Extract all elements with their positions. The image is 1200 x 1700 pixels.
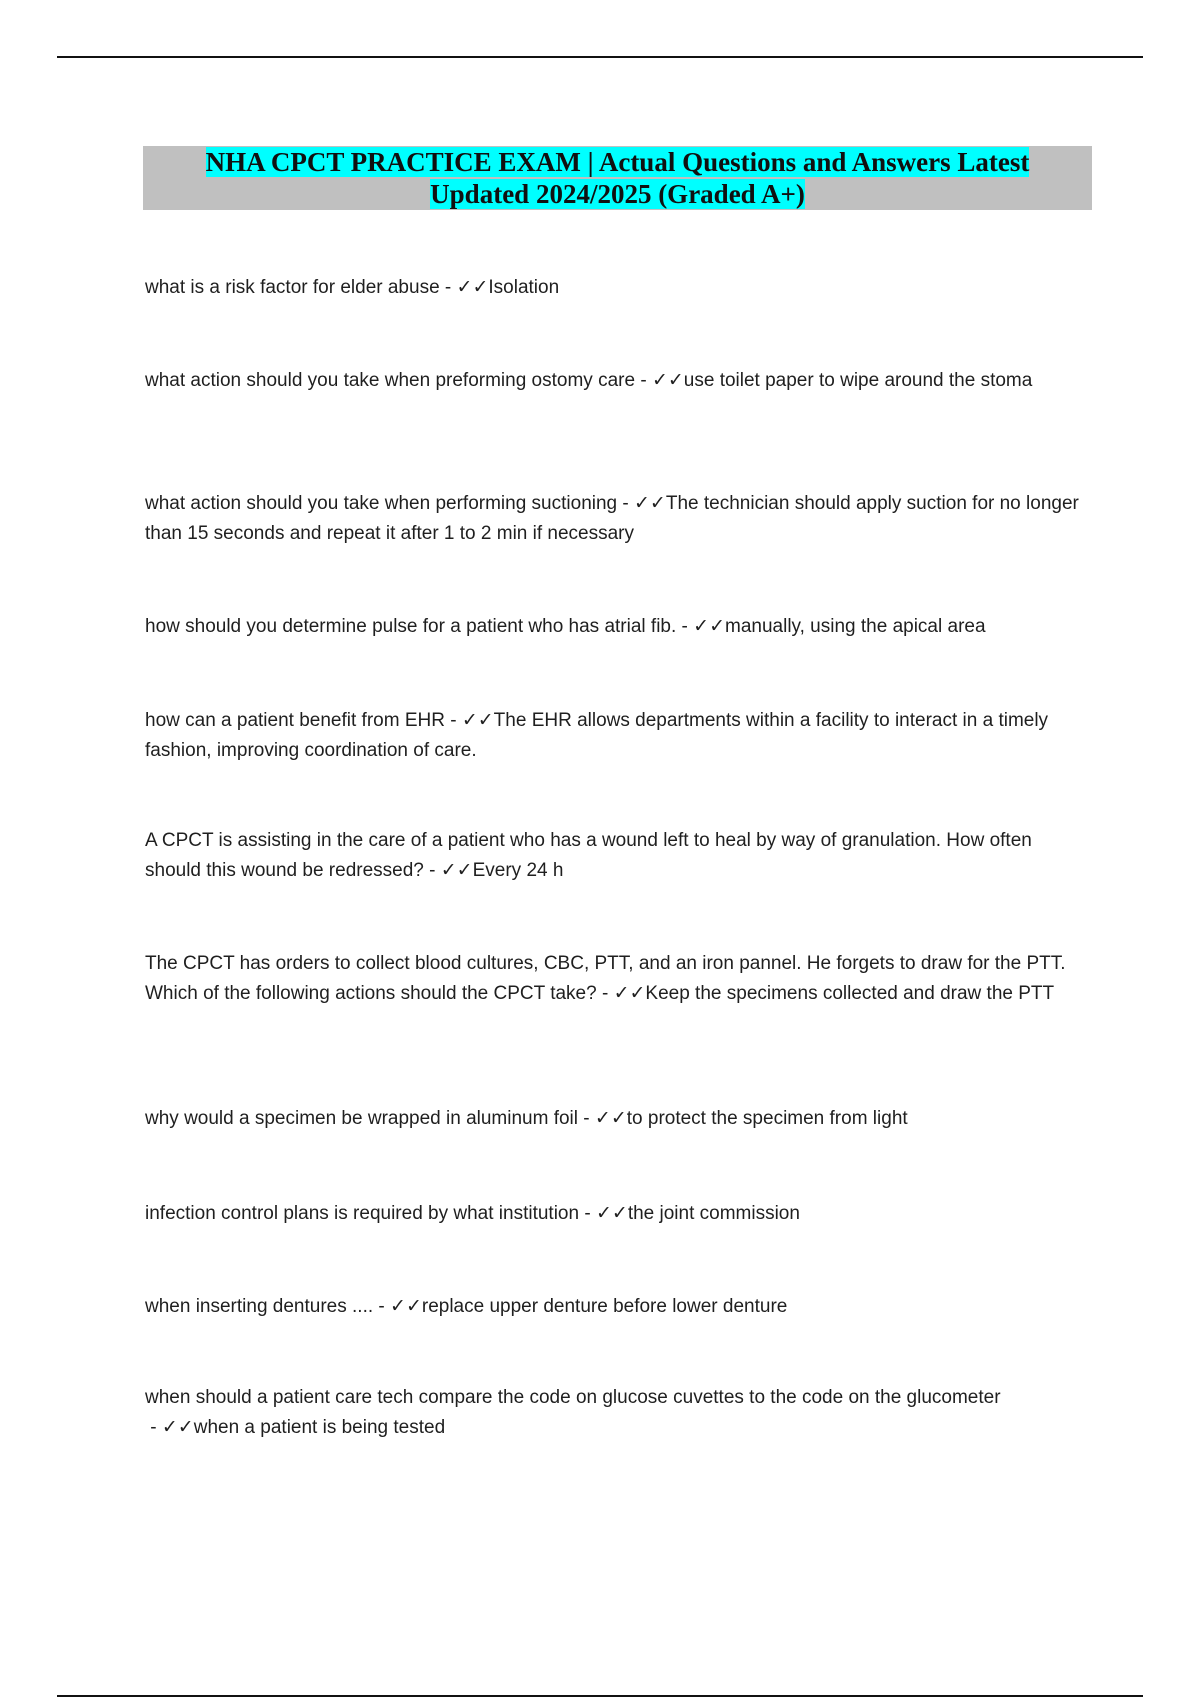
answer-text: The EHR allows departments within a facility to interact in a timely fashion, improving coordination of care. [145,710,1049,761]
qa-item [145,612,1080,642]
qa-item [145,949,1080,1009]
answer-text: The technician should apply suction for no longer than 15 seconds and repeat it after 1 to 2 min if necessary [145,493,1079,544]
separator: - [635,370,652,391]
separator: - [617,493,635,514]
qa-item [145,826,1080,886]
check-icon: ✓✓ [634,493,666,514]
answer-text: manually, using the apical area [725,616,986,637]
question-text: when inserting dentures .... [145,1296,374,1317]
check-icon: ✓✓ [595,1203,628,1224]
qa-item [145,489,1080,549]
qa-item [145,366,1080,396]
check-icon: ✓✓ [456,277,489,298]
separator: - [444,710,462,731]
check-icon: ✓✓ [651,370,684,391]
separator: - [423,860,441,881]
question-text: what is a risk factor for elder abuse [145,277,440,298]
check-icon: ✓✓ [613,983,646,1004]
separator: - [145,1417,162,1438]
question-text: A CPCT is assisting in the care of a patient who has a wound left to heal by way of granulation. How often should this wound be redressed? [145,830,1032,881]
answer-text: to protect the specimen from light [626,1108,908,1129]
separator: - [373,1296,391,1317]
answer-text: when a patient is being tested [193,1417,446,1438]
check-icon: ✓✓ [390,1296,422,1317]
qa-item [145,1199,1080,1229]
answer-text: Isolation [488,277,560,298]
separator: - [439,277,457,298]
answer-text: replace upper denture before lower denture [421,1296,788,1317]
check-icon: ✓✓ [161,1417,194,1438]
question-text: what action should you take when performing suctioning [145,493,618,514]
title-line-1: NHA CPCT PRACTICE EXAM | Actual Questions and Answers Latest [205,147,1030,177]
qa-item [145,706,1080,766]
bottom-rule [57,1695,1143,1697]
document-title [143,146,1092,210]
check-icon: ✓✓ [461,710,494,731]
top-rule [57,56,1143,58]
separator: - [578,1108,595,1129]
question-text: infection control plans is required by what institution [145,1203,580,1224]
separator: - [596,983,614,1004]
title-line-2: Updated 2024/2025 (Graded A+) [430,179,805,209]
separator: - [676,616,694,637]
qa-item [145,1292,1080,1322]
answer-text: the joint commission [627,1203,800,1224]
question-text: what action should you take when preforming ostomy care [145,370,636,391]
qa-item [145,1104,1080,1134]
check-icon: ✓✓ [693,616,725,637]
question-text: how should you determine pulse for a patient who has atrial fib. [145,616,677,637]
check-icon: ✓✓ [440,860,473,881]
question-text: The CPCT has orders to collect blood cultures, CBC, PTT, and an iron pannel. He forgets to draw for the PTT. Which of the following actions should the CPCT take? [145,953,1066,1004]
question-text: how can a patient benefit from EHR [145,710,445,731]
qa-item [145,1383,1080,1443]
question-text: when should a patient care tech compare the code on glucose cuvettes to the code on the glucometer [145,1387,1001,1408]
answer-text: use toilet paper to wipe around the stoma [683,370,1033,391]
answer-text: Keep the specimens collected and draw the PTT [645,983,1055,1004]
qa-item [145,273,1080,303]
check-icon: ✓✓ [594,1108,627,1129]
answer-text: Every 24 h [472,860,564,881]
question-text: why would a specimen be wrapped in aluminum foil [145,1108,579,1129]
separator: - [579,1203,596,1224]
